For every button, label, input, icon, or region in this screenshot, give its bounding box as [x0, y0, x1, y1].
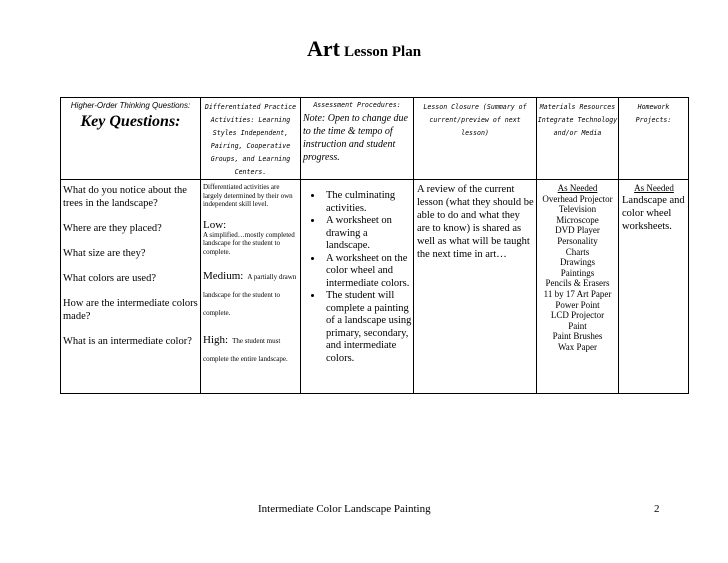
low-text: A simplified…mostly completed landscape for the student to complete. [203, 230, 295, 256]
title-main: Art [306, 36, 340, 61]
material-item: 11 by 17 Art Paper [543, 288, 612, 299]
header-assessment-note: Note: Open to change due to the time & tempo of instruction and student progress. [303, 113, 408, 163]
homework-text: Landscape and color wheel worksheets. [622, 195, 685, 232]
question-item: What do you notice about the trees in the landscape? [63, 185, 187, 209]
question-item: What colors are used? [63, 273, 156, 284]
question-item: Where are they placed? [63, 223, 162, 234]
assessment-item: • The student will complete a painting of a landscape using primary, secondary, and intermediate colors. [323, 290, 413, 365]
medium-text: A partially drawn landscape for the student to complete. [203, 273, 297, 317]
high-label: High: [203, 334, 229, 346]
closure-text: A review of the current lesson (what they should be able to do and what they are to know) is shared as well as what will be taught the next time in art… [417, 184, 534, 260]
title-sub: Lesson Plan [343, 44, 422, 60]
header-assessment [301, 98, 414, 180]
material-item: Power Point [555, 299, 600, 310]
material-item: Pencils & Erasers [545, 278, 610, 289]
header-assessment-label: Assessment Procedures: [313, 101, 401, 109]
header-key-questions-label: Key Questions: [80, 113, 181, 130]
header-closure-label: Lesson Closure (Summary of current/preview of next lesson) [423, 103, 527, 137]
header-homework [619, 98, 689, 180]
material-item: DVD Player [555, 225, 600, 236]
material-item: Microscope [556, 214, 599, 225]
assessment-item: • A worksheet on the color wheel and intermediate colors. [323, 253, 413, 291]
materials-heading: As Needed [557, 183, 598, 193]
closure-cell [414, 180, 537, 394]
footer-title: Intermediate Color Landscape Painting [258, 503, 431, 515]
assessment-list [301, 190, 413, 365]
assessment-item: • A worksheet on drawing a landscape. [323, 215, 413, 253]
header-key-questions [61, 98, 201, 180]
material-item: Charts [565, 246, 590, 257]
question-item: How are the intermediate colors made? [63, 298, 198, 322]
homework-cell [619, 180, 689, 394]
material-item: LCD Projector [550, 310, 605, 321]
header-closure [414, 98, 537, 180]
material-item: Drawings [560, 257, 595, 268]
header-materials [537, 98, 619, 180]
header-materials-label: Materials Resources Integrate Technology and/or Media [537, 103, 618, 137]
low-label: Low: [203, 218, 227, 231]
high-text: The student must complete the entire landscape. [203, 337, 288, 363]
material-item: Paint Brushes [552, 331, 603, 342]
medium-label: Medium: [203, 270, 244, 282]
material-item: Personality [557, 235, 598, 246]
page-title [0, 36, 728, 62]
content-row [61, 180, 689, 394]
header-differentiated [201, 98, 301, 180]
material-item: Television [558, 204, 597, 215]
question-item: What size are they? [63, 248, 146, 259]
header-differentiated-label: Differentiated Practice Activities: Learning Styles Independent, Pairing, Cooperative Groups, and Learning Centers. [204, 103, 297, 176]
questions-cell [61, 180, 201, 394]
header-hot-label: Higher-Order Thinking Questions: [70, 101, 191, 110]
differentiated-cell [201, 180, 301, 394]
page-number: 2 [654, 503, 660, 515]
header-homework-label: Homework Projects: [635, 103, 672, 124]
header-row [61, 98, 689, 180]
material-item: Overhead Projector [542, 193, 613, 204]
lesson-plan-table [60, 97, 689, 394]
materials-cell [537, 180, 619, 394]
material-item: Paint [568, 320, 587, 331]
assessment-item: • The culminating activities. [323, 190, 413, 215]
differentiated-intro: Differentiated activities are largely determined by their own independent skill level. [203, 183, 293, 208]
question-item: What is an intermediate color? [63, 336, 192, 347]
material-item: Paintings [560, 267, 595, 278]
material-item: Wax Paper [557, 341, 597, 352]
assessment-cell [301, 180, 414, 394]
homework-heading: As Needed [634, 183, 674, 193]
